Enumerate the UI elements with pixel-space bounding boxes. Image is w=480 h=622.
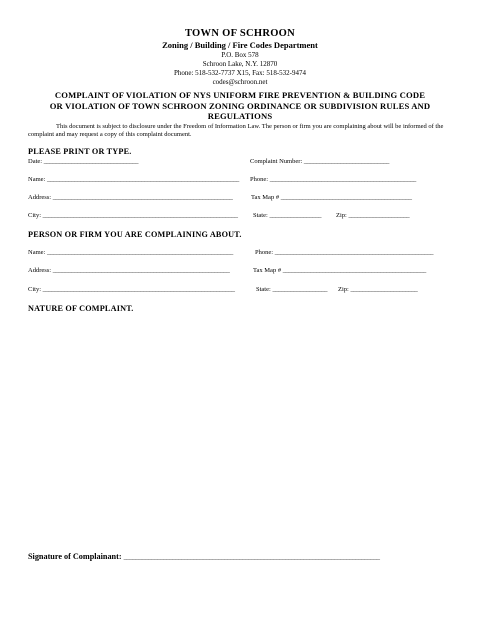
row-date: [28, 158, 138, 166]
phone-field[interactable]: ________________________________________________: [269, 176, 417, 183]
complaint-number-field[interactable]: ____________________________: [303, 158, 390, 165]
city-field[interactable]: ________________________________________________________________: [42, 212, 238, 219]
date-field[interactable]: _______________________________: [43, 158, 139, 165]
zip-field[interactable]: ____________________: [348, 212, 410, 219]
section-heading-person-firm: PERSON OR FIRM YOU ARE COMPLAINING ABOUT.: [28, 230, 242, 239]
city-label-2: City:: [28, 286, 42, 293]
address-label-2: Address:: [28, 267, 52, 274]
department-name: Zoning / Building / Fire Codes Department: [162, 40, 318, 50]
phone-label-2: Phone:: [255, 249, 274, 256]
email-address: codes@schroon.net: [212, 78, 268, 86]
tax-map-label-2: Tax Map #: [253, 267, 282, 274]
complaint-number-label: Complaint Number:: [250, 158, 303, 165]
form-title-line-1: COMPLAINT OF VIOLATION OF NYS UNIFORM FIRE PREVENTION & BUILDING CODE: [54, 90, 426, 100]
tax-map-field[interactable]: ___________________________________________: [280, 194, 412, 201]
state-label: State:: [253, 212, 268, 219]
row-address-2: [28, 267, 230, 275]
form-title: [0, 90, 480, 122]
name-field-2[interactable]: _____________________________________________________________: [46, 249, 234, 256]
row-address: [28, 194, 233, 202]
row-zip: [336, 212, 409, 220]
row-phone: [250, 176, 416, 184]
zip-label: Zip:: [336, 212, 347, 219]
address-label: Address:: [28, 194, 52, 201]
city-line: Schroon Lake, N.Y. 12870: [202, 60, 278, 68]
town-title: TOWN OF SCHROON: [184, 28, 296, 39]
form-title-line-3: REGULATIONS: [207, 111, 273, 121]
row-tax-map-2: [253, 267, 426, 275]
name-label: Name:: [28, 176, 46, 183]
state-field[interactable]: _________________: [269, 212, 322, 219]
state-field-2[interactable]: __________________: [272, 286, 328, 293]
date-label: Date:: [28, 158, 43, 165]
signature-field[interactable]: ____________________________________________________________________________________: [123, 554, 380, 561]
tax-map-field-2[interactable]: _______________________________________________: [282, 267, 427, 274]
row-phone-2: [255, 249, 433, 257]
section-heading-print: PLEASE PRINT OR TYPE.: [28, 147, 132, 156]
address-field[interactable]: ___________________________________________________________: [52, 194, 233, 201]
signature-row: [28, 552, 380, 561]
form-title-line-2: OR VIOLATION OF TOWN SCHROON ZONING ORDINANCE OR SUBDIVISION RULES AND: [49, 100, 431, 111]
row-name-2: [28, 249, 233, 257]
city-label: City:: [28, 212, 42, 219]
row-tax-map: [251, 194, 412, 202]
tax-map-label: Tax Map #: [251, 194, 280, 201]
name-label-2: Name:: [28, 249, 46, 256]
state-label-2: State:: [256, 286, 271, 293]
row-state-2: [256, 286, 327, 294]
signature-label: Signature of Complainant:: [28, 552, 122, 561]
row-name: [28, 176, 239, 184]
row-complaint-number: [250, 158, 389, 166]
phone-fax: Phone: 518-532-7737 X15, Fax: 518-532-9474: [173, 69, 307, 77]
disclosure-notice: This document is subject to disclosure under the Freedom of Information Law. The person or firm you are complaining about will be informed of the complaint and may request a copy of this complaint document.: [28, 122, 444, 138]
row-city-2: [28, 286, 235, 294]
address-field-2[interactable]: __________________________________________________________: [52, 267, 230, 274]
zip-label-2: Zip:: [338, 286, 349, 293]
section-heading-nature: NATURE OF COMPLAINT.: [28, 304, 134, 313]
name-field[interactable]: _______________________________________________________________: [46, 176, 240, 183]
po-box: P.O. Box 578: [221, 51, 259, 59]
nature-of-complaint-area[interactable]: [28, 318, 452, 544]
phone-field-2[interactable]: ____________________________________________________: [274, 249, 434, 256]
phone-label: Phone:: [250, 176, 269, 183]
row-city: [28, 212, 238, 220]
row-zip-2: [338, 286, 418, 294]
zip-field-2[interactable]: ______________________: [350, 286, 418, 293]
city-field-2[interactable]: _______________________________________________________________: [42, 286, 235, 293]
row-state: [253, 212, 321, 220]
